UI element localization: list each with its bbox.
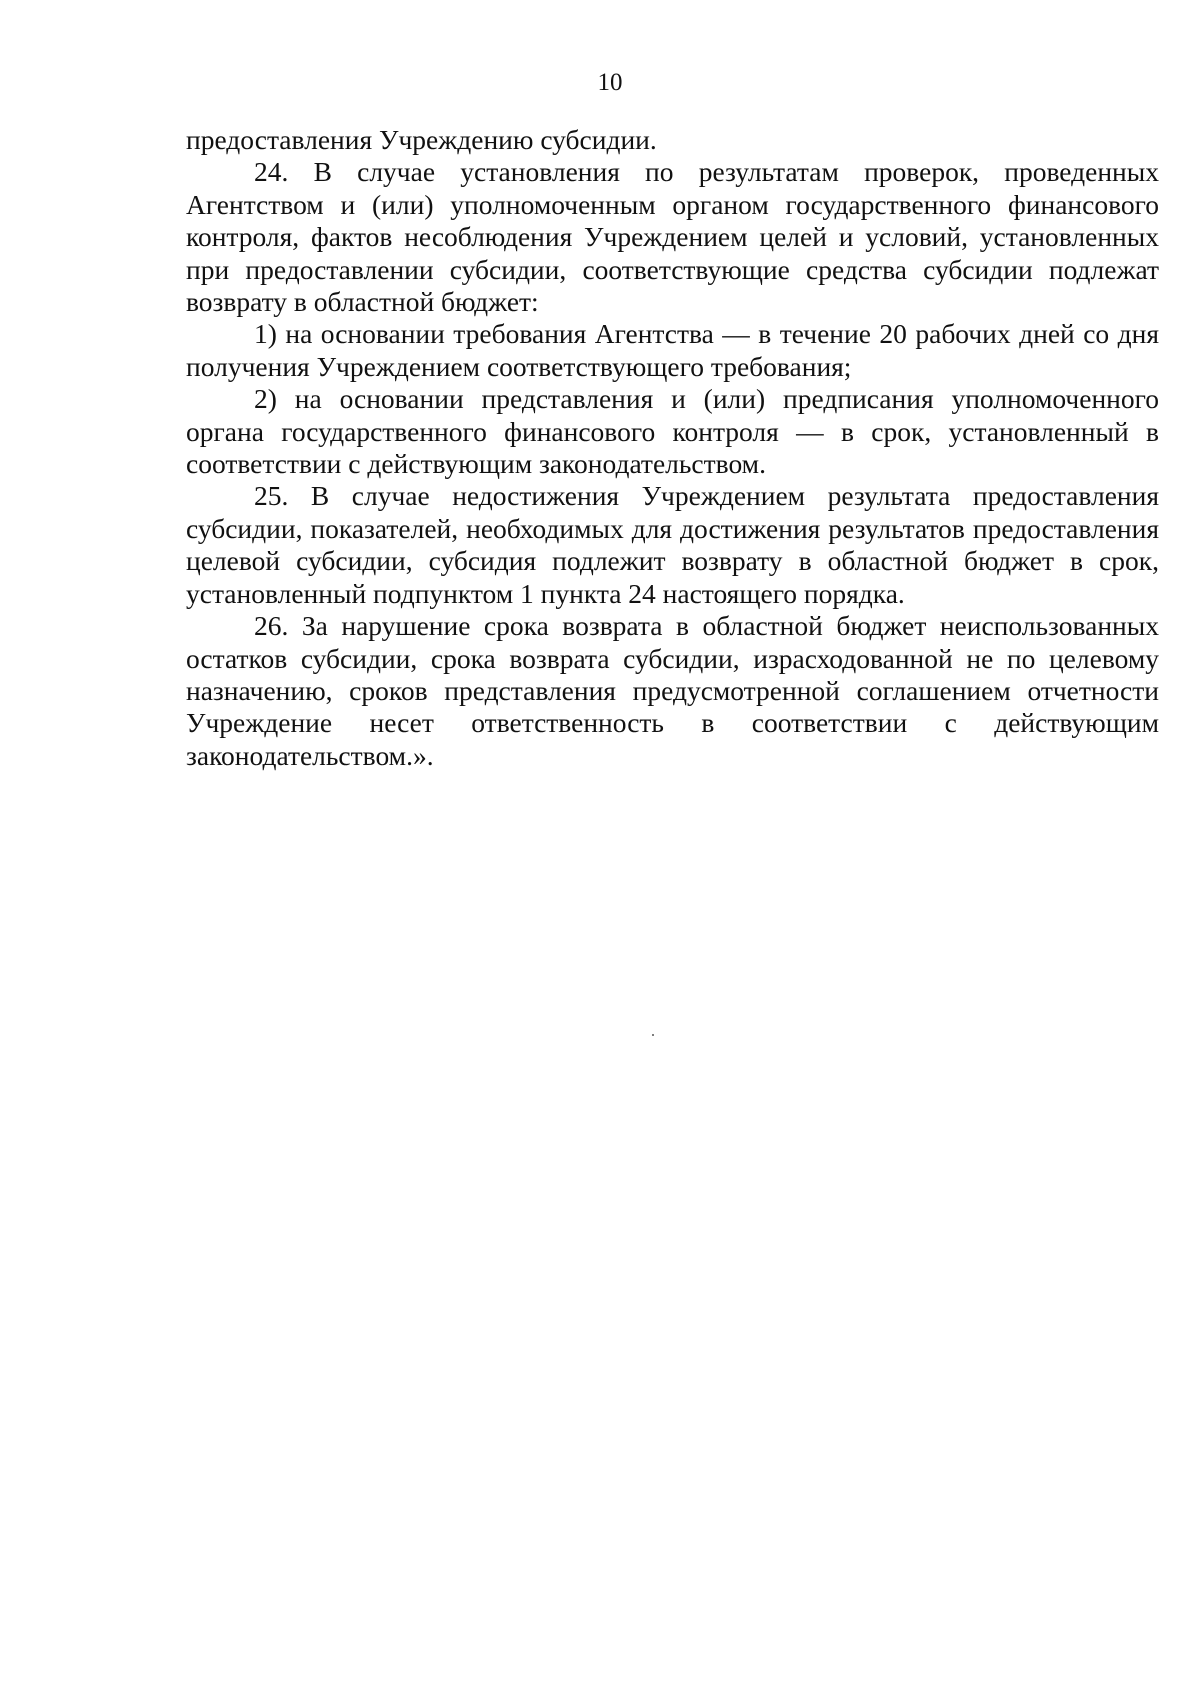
page-number: 10	[597, 69, 623, 96]
paragraph-item-24: 24. В случае установления по результатам проверок, проведенных Агентством и (или) уполномоченным органом государственного финансового контроля, фактов несоблюдения Учреждением целей и условий, установленных при предоставлении субсидии, соответствующие средства субсидии подлежат возврату в областной бюджет:	[186, 156, 1159, 318]
scan-speck	[652, 1034, 654, 1036]
paragraph-continuation: предоставления Учреждению субсидии.	[186, 124, 657, 155]
document-body	[186, 124, 1159, 772]
paragraph-item-25: 25. В случае недостижения Учреждением результата предоставления субсидии, показателей, необходимых для достижения результатов предоставления целевой субсидии, субсидия подлежит возврату в областной бюджет в срок, установленный подпунктом 1 пункта 24 настоящего порядка.	[186, 480, 1159, 609]
paragraph-subitem-1: 1) на основании требования Агентства — в течение 20 рабочих дней со дня получения Учреждением соответствующего требования;	[186, 318, 1159, 382]
paragraph-subitem-2: 2) на основании представления и (или) предписания уполномоченного органа государственного финансового контроля — в срок, установленный в соответствии с действующим законодательством.	[186, 383, 1159, 480]
paragraph-item-26: 26. За нарушение срока возврата в областной бюджет неиспользованных остатков субсидии, срока возврата субсидии, израсходованной не по целевому назначению, сроков представления предусмотренной соглашением отчетности Учреждение несет ответственность в соответствии с действующим законодательством.».	[186, 610, 1159, 771]
